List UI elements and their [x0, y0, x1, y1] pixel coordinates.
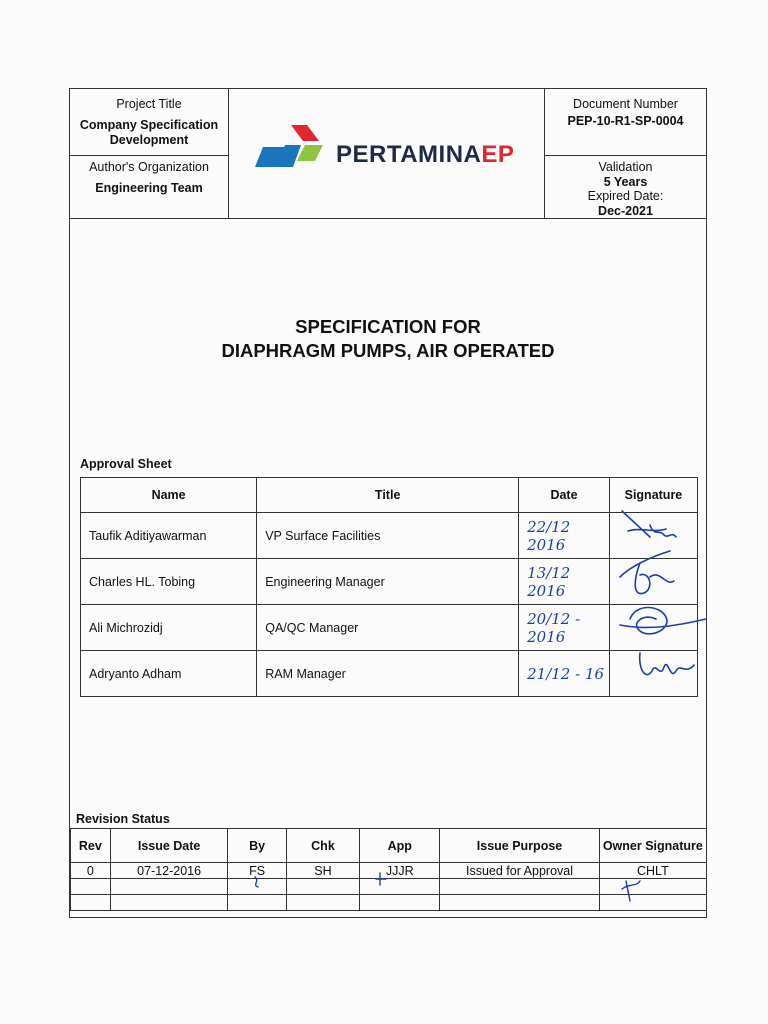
- table-row: [81, 605, 698, 651]
- col-title: Title: [257, 478, 519, 513]
- col-date: Date: [519, 478, 610, 513]
- col-app: App: [360, 829, 440, 863]
- document-title: [70, 315, 706, 363]
- handwritten-signatures-icon: [610, 507, 710, 697]
- issue-purpose: Issued for Approval: [440, 863, 599, 879]
- pertamina-logo-icon: [255, 123, 335, 179]
- col-issue-date: Issue Date: [110, 829, 228, 863]
- logo-wordmark: PERTAMINAEP: [336, 141, 515, 168]
- chk: SH: [286, 863, 359, 879]
- approval-date: 22/12 2016: [519, 513, 610, 559]
- author-org-value: Engineering Team: [95, 181, 203, 195]
- approval-sheet-label: Approval Sheet: [80, 457, 172, 471]
- title-line-2: DIAPHRAGM PUMPS, AIR OPERATED: [221, 340, 555, 361]
- approval-table: [80, 477, 698, 697]
- doc-number-label: Document Number: [573, 97, 678, 111]
- expired-label: Expired Date:: [587, 189, 664, 203]
- project-title-label: Project Title: [116, 97, 182, 111]
- approver-name: Adryanto Adham: [81, 651, 257, 697]
- col-chk: Chk: [286, 829, 359, 863]
- approver-title: RAM Manager: [257, 651, 519, 697]
- col-issue-purpose: Issue Purpose: [440, 829, 599, 863]
- doc-number-value: PEP-10-R1-SP-0004: [567, 114, 684, 128]
- revision-header-row: [71, 829, 707, 863]
- author-org-block: [70, 160, 228, 196]
- owner-signature: CHLT: [599, 863, 706, 879]
- col-rev: Rev: [71, 829, 111, 863]
- doc-number-block: [544, 97, 707, 129]
- document-frame: [69, 88, 707, 918]
- validation-label: Validation: [598, 160, 653, 174]
- approval-date: 21/12 - 16: [519, 651, 610, 697]
- col-signature: Signature: [609, 478, 697, 513]
- issue-date: 07-12-2016: [110, 863, 228, 879]
- title-line-1: SPECIFICATION FOR: [295, 316, 481, 337]
- app: JJJR: [360, 863, 440, 879]
- approval-date: 13/12 2016: [519, 559, 610, 605]
- approver-name: Ali Michrozidj: [81, 605, 257, 651]
- revision-status-label: Revision Status: [76, 812, 170, 826]
- author-org-label: Author's Organization: [89, 160, 209, 174]
- col-name: Name: [81, 478, 257, 513]
- table-row: [81, 559, 698, 605]
- approval-header-row: [81, 478, 698, 513]
- by: FS: [228, 863, 286, 879]
- approver-name: Taufik Aditiyawarman: [81, 513, 257, 559]
- rev-number: 0: [71, 863, 111, 879]
- col-by: By: [228, 829, 286, 863]
- validation-block: [544, 160, 707, 218]
- approval-date: 20/12 - 2016: [519, 605, 610, 651]
- approver-title: Engineering Manager: [257, 559, 519, 605]
- revision-initials-icon: [250, 873, 670, 913]
- approver-title: QA/QC Manager: [257, 605, 519, 651]
- table-row: [81, 513, 698, 559]
- document-header: [70, 89, 706, 219]
- project-title-block: [70, 97, 228, 148]
- expired-value: Dec-2021: [598, 203, 653, 218]
- table-row: [81, 651, 698, 697]
- approver-title: VP Surface Facilities: [257, 513, 519, 559]
- validation-value: 5 Years: [603, 174, 648, 189]
- col-owner-signature: Owner Signature: [599, 829, 706, 863]
- project-title-value: Company Specification Development: [79, 118, 219, 147]
- approver-name: Charles HL. Tobing: [81, 559, 257, 605]
